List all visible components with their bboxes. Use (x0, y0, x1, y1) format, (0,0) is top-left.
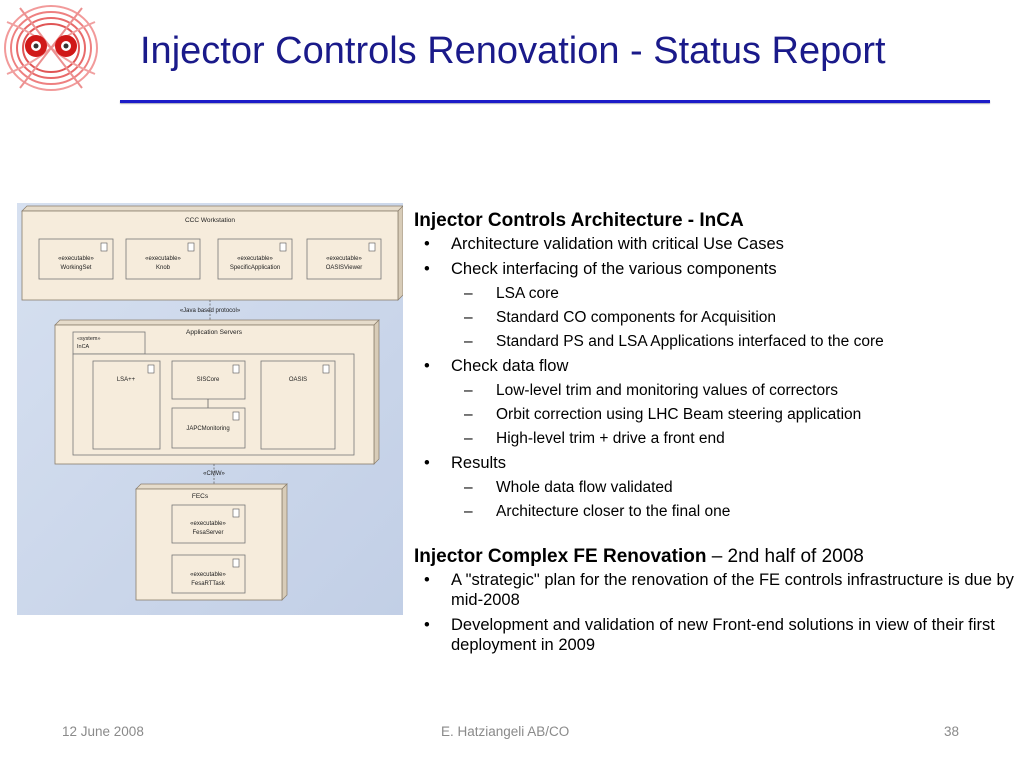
component-stereotype: «executable» (190, 521, 226, 527)
sub-bullet-item (414, 308, 1014, 328)
bullet-marker: • (424, 454, 430, 472)
lhc-quadrupole-field-logo (2, 2, 100, 94)
sub-bullet-text: Standard PS and LSA Applications interfaced to the core (496, 333, 884, 350)
component-specific-application (218, 239, 292, 279)
bullet-item (414, 356, 1014, 376)
footer-author: E. Hatziangeli AB/CO (441, 724, 570, 739)
spacer (414, 526, 1014, 544)
component-name: WorkingSet (60, 265, 92, 271)
bullet-text: Check data flow (451, 357, 569, 375)
dash-marker: – (464, 333, 473, 350)
component-stereotype: «executable» (58, 256, 94, 262)
component-name: OASISViewer (325, 265, 363, 271)
dash-marker: – (464, 479, 473, 496)
cmw-label: «CMW» (203, 471, 225, 477)
sub-bullet-item (414, 332, 1014, 352)
bullet-marker: • (424, 357, 430, 375)
component-knob (126, 239, 200, 279)
uml-component-diagram (17, 203, 403, 615)
component-oasis (261, 361, 335, 449)
sub-bullet-item (414, 381, 1014, 401)
component-workingset (39, 239, 113, 279)
section-heading-fe-renovation (414, 544, 1014, 570)
dash-marker: – (464, 309, 473, 326)
heading-bold-text: Injector Complex FE Renovation (414, 546, 707, 567)
bullet-item (414, 615, 1014, 655)
sub-bullet-text: Low-level trim and monitoring values of correctors (496, 382, 838, 399)
slide-content (414, 208, 1014, 660)
sub-bullet-item (414, 502, 1014, 522)
java-protocol-label: «Java based protocol» (179, 308, 241, 314)
application-servers-title: Application Servers (186, 329, 242, 336)
footer-page-number: 38 (944, 724, 960, 739)
component-name: SpecificApplication (229, 265, 281, 271)
sub-bullet-text: Orbit correction using LHC Beam steering application (496, 406, 862, 423)
slide-title: Injector Controls Renovation - Status Report (140, 30, 886, 72)
dash-marker: – (464, 430, 473, 447)
bullet-marker: • (424, 260, 430, 278)
component-name: JAPCMonitoring (186, 426, 230, 432)
sub-bullet-item (414, 405, 1014, 425)
component-lsa (93, 361, 160, 449)
component-name: Knob (155, 265, 171, 271)
component-name: OASIS (288, 377, 308, 383)
sub-bullet-item (414, 429, 1014, 449)
sub-bullet-item (414, 284, 1014, 304)
bullet-text: Development and validation of new Front-end solutions in view of their first deployment in 2009 (451, 616, 995, 654)
bullet-text: Results (451, 454, 507, 472)
dash-marker: – (464, 406, 473, 423)
footer-date: 12 June 2008 (62, 724, 144, 739)
title-divider (120, 100, 990, 103)
component-fesaserver (172, 505, 245, 543)
bullet-marker: • (424, 235, 430, 253)
bullet-item (414, 570, 1014, 610)
heading-rest-text: – 2nd half of 2008 (706, 546, 864, 567)
component-stereotype: «executable» (145, 256, 181, 262)
system-name: InCA (77, 344, 90, 350)
component-oasis-viewer (307, 239, 381, 279)
dash-marker: – (464, 503, 473, 520)
sub-bullet-text: Whole data flow validated (496, 479, 673, 496)
bullet-item (414, 259, 1014, 279)
sub-bullet-text: High-level trim + drive a front end (496, 430, 725, 447)
fecs-title: FECs (191, 493, 209, 500)
section-heading-inca: Injector Controls Architecture - InCA (414, 210, 744, 231)
component-siscore (172, 361, 245, 399)
dash-marker: – (464, 285, 473, 302)
system-stereotype: «system» (77, 336, 101, 342)
bullet-marker: • (424, 616, 430, 634)
bullet-item (414, 453, 1014, 473)
bullet-item (414, 234, 1014, 254)
component-name: FesaServer (192, 530, 224, 536)
dash-marker: – (464, 382, 473, 399)
bullet-text: Architecture validation with critical Use Cases (451, 235, 784, 253)
sub-bullet-text: Standard CO components for Acquisition (496, 309, 777, 326)
component-japcmonitoring (172, 408, 245, 448)
sub-bullet-text: Architecture closer to the final one (496, 503, 731, 520)
component-name: LSA++ (116, 377, 136, 383)
component-fesarttask (172, 555, 245, 593)
ccc-workstation-title: CCC Workstation (184, 217, 236, 224)
component-stereotype: «executable» (326, 256, 362, 262)
sub-bullet-text: LSA core (496, 285, 559, 302)
component-stereotype: «executable» (237, 256, 273, 262)
component-name: SISCore (196, 377, 220, 383)
bullet-marker: • (424, 571, 430, 589)
bullet-text: Check interfacing of the various components (451, 260, 777, 278)
bullet-text: A "strategic" plan for the renovation of the FE controls infrastructure is due by mid-2008 (451, 571, 1014, 609)
sub-bullet-item (414, 478, 1014, 498)
component-stereotype: «executable» (190, 572, 226, 578)
component-name: FesaRTTask (191, 581, 225, 587)
